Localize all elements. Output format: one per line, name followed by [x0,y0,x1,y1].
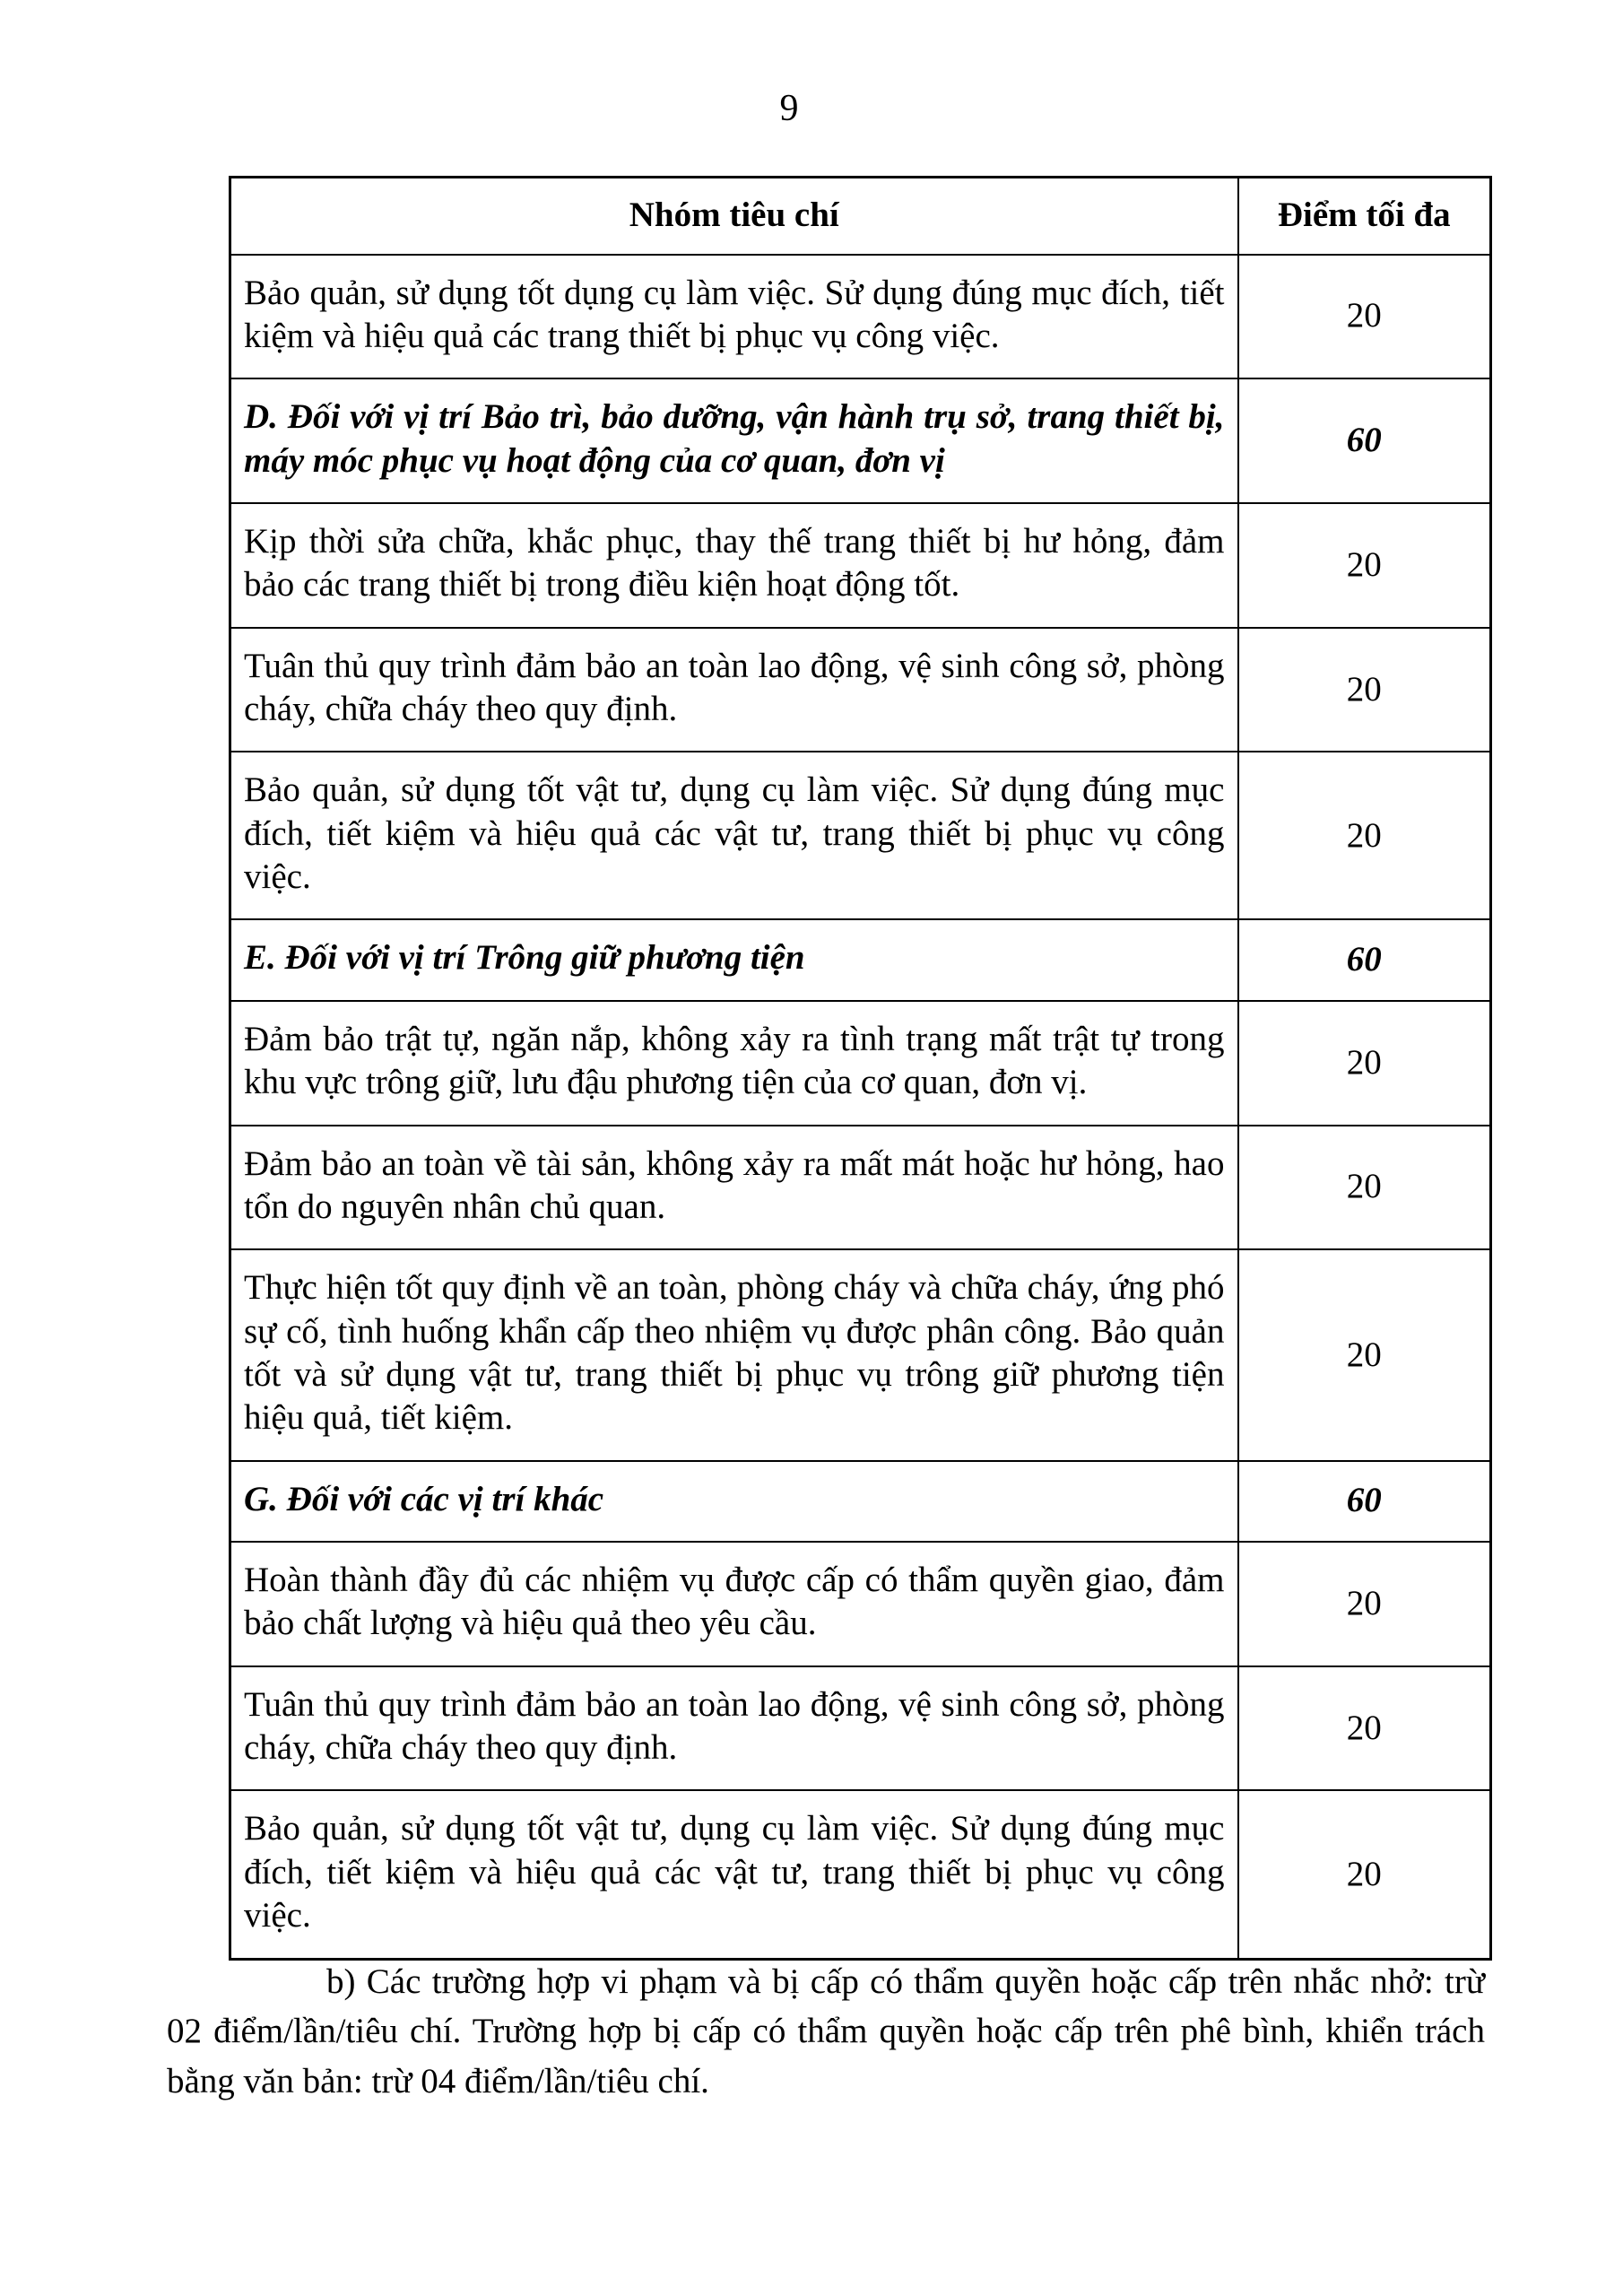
max-points-value: 20 [1238,1666,1491,1791]
criteria-text: Bảo quản, sử dụng tốt vật tư, dụng cụ làm việc. Sử dụng đúng mục đích, tiết kiệm và hiệu quả các vật tư, trang thiết bị phục vụ công việc. [230,1790,1238,1959]
criteria-table [229,176,1492,1961]
table-row [230,1542,1491,1666]
criteria-text: Thực hiện tốt quy định về an toàn, phòng cháy và chữa cháy, ứng phó sự cố, tình huống khẩn cấp theo nhiệm vụ được phân công. Bảo quản tốt và sử dụng vật tư, trang thiết bị phục vụ trông giữ phương tiện hiệu quả, tiết kiệm. [230,1249,1238,1460]
criteria-text: Hoàn thành đầy đủ các nhiệm vụ được cấp có thẩm quyền giao, đảm bảo chất lượng và hiệu quả theo yêu cầu. [230,1542,1238,1666]
criteria-text: Bảo quản, sử dụng tốt vật tư, dụng cụ làm việc. Sử dụng đúng mục đích, tiết kiệm và hiệu quả các vật tư, trang thiết bị phục vụ công việc. [230,752,1238,919]
table-row [230,1249,1491,1460]
max-points-value: 20 [1238,752,1491,919]
table-row [230,503,1491,628]
table-row [230,1790,1491,1959]
criteria-text: Tuân thủ quy trình đảm bảo an toàn lao động, vệ sinh công sở, phòng cháy, chữa cháy theo quy định. [230,628,1238,752]
table-row [230,628,1491,752]
criteria-text: E. Đối với vị trí Trông giữ phương tiện [230,919,1238,1000]
criteria-text: Tuân thủ quy trình đảm bảo an toàn lao động, vệ sinh công sở, phòng cháy, chữa cháy theo quy định. [230,1666,1238,1791]
table-row [230,378,1491,503]
table-header-max-points: Điểm tối đa [1238,178,1491,255]
max-points-value: 20 [1238,1790,1491,1959]
criteria-text: Đảm bảo trật tự, ngăn nắp, không xảy ra tình trạng mất trật tự trong khu vực trông giữ, lưu đậu phương tiện của cơ quan, đơn vị. [230,1001,1238,1126]
max-points-value: 20 [1238,628,1491,752]
criteria-text: Đảm bảo an toàn về tài sản, không xảy ra mất mát hoặc hư hỏng, hao tổn do nguyên nhân chủ quan. [230,1126,1238,1250]
max-points-value: 20 [1238,1249,1491,1460]
table-row [230,1126,1491,1250]
table-row [230,1461,1491,1542]
max-points-value: 20 [1238,1126,1491,1250]
criteria-text: D. Đối với vị trí Bảo trì, bảo dưỡng, vận hành trụ sở, trang thiết bị, máy móc phục vụ hoạt động của cơ quan, đơn vị [230,378,1238,503]
max-points-value: 20 [1238,1542,1491,1666]
table-header-criteria: Nhóm tiêu chí [230,178,1238,255]
max-points-value: 60 [1238,1461,1491,1542]
max-points-value: 60 [1238,919,1491,1000]
criteria-text: Bảo quản, sử dụng tốt dụng cụ làm việc. Sử dụng đúng mục đích, tiết kiệm và hiệu quả các trang thiết bị phục vụ công việc. [230,255,1238,379]
table-row [230,752,1491,919]
table-header-row [230,178,1491,255]
max-points-value: 20 [1238,255,1491,379]
max-points-value: 20 [1238,503,1491,628]
table-row [230,919,1491,1000]
table-row [230,255,1491,379]
page-number: 9 [779,88,799,129]
criteria-text: G. Đối với các vị trí khác [230,1461,1238,1542]
max-points-value: 60 [1238,378,1491,503]
footer-note: b) Các trường hợp vi phạm và bị cấp có thẩm quyền hoặc cấp trên nhắc nhở: trừ 02 điểm/lần/tiêu chí. Trường hợp bị cấp có thẩm quyền hoặc cấp trên phê bình, khiển trách bằng văn bản: trừ 04 điểm/lần/tiêu chí. [167,1962,1485,2100]
criteria-text: Kịp thời sửa chữa, khắc phục, thay thế trang thiết bị hư hỏng, đảm bảo các trang thiết bị trong điều kiện hoạt động tốt. [230,503,1238,628]
table-row [230,1666,1491,1791]
table-row [230,1001,1491,1126]
max-points-value: 20 [1238,1001,1491,1126]
